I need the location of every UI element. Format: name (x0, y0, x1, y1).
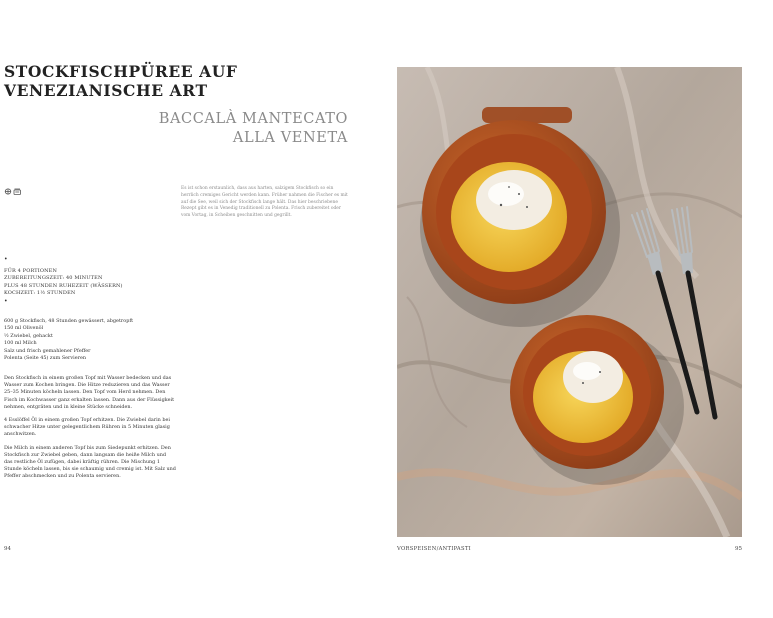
recipe-subtitle-line-1: BACCALÀ MANTECATO (158, 111, 348, 127)
page-number-left: 94 (4, 546, 11, 552)
page-number-right: 95 (735, 546, 742, 552)
recipe-subtitle-italian (88, 110, 348, 148)
method-steps (4, 375, 176, 487)
recipe-meta (4, 256, 184, 298)
ingredient-item: ½ Zwiebel, gehackt (4, 332, 53, 339)
photo-illustration (397, 67, 742, 537)
ingredient-item: Polenta (Seite 45) zum Servieren (4, 355, 87, 362)
ingredient-item: 150 ml Olivenöl (4, 325, 44, 332)
method-step: 4 Esslöffel Öl in einem großen Topf erhitzen. Die Zwiebel darin bei schwacher Hitze unter gelegentlichem Rühren in 5 Minuten glasig anschwitzen. (4, 417, 170, 438)
ingredients-bullet: • (4, 298, 8, 305)
recipe-title-line-2: VENEZIANISCHE ART (4, 81, 208, 100)
cook-time: KOCHZEIT: 1½ STUNDEN (4, 290, 76, 297)
method-step: Den Stockfisch in einem großen Topf mit Wasser bedecken und das Wasser zum Kochen bringen. Die Hitze reduzieren und das Wasser 25–35 Minuten köcheln lassen. Den Topf vom Herd nehmen. Den Fisch im Kochwasser ganz erkalten lassen. Dann aus der Flüssigkeit nehmen, entgräten und in kleine Stücke schneiden. (4, 375, 175, 410)
category-icons (4, 187, 22, 196)
recipe-photo (397, 67, 742, 537)
meta-bullet: • (4, 256, 8, 263)
method-step: Die Milch in einem anderen Topf bis zum Siedepunkt erhitzen. Den Stockfisch zur Zwiebel geben, dann langsam die heiße Milch und das restliche Öl zufügen, dabei kräftig rühren. Die Mischung 1 Stunde köcheln lassen, bis sie schaumig und cremig ist. Mit Salz und Pfeffer abschmecken und zu Polenta servieren. (4, 444, 176, 480)
ingredient-item: Salz und frisch gemahlener Pfeffer (4, 347, 91, 354)
recipe-title (4, 62, 304, 100)
ingredient-list (4, 318, 184, 362)
section-label: VORSPEISEN/ANTIPASTI (397, 546, 471, 552)
portions: FÜR 4 PORTIONEN (4, 268, 58, 274)
recipe-subtitle-line-2: ALLA VENETA (232, 130, 348, 146)
rest-time: PLUS 48 STUNDEN RUHEZEIT (WÄSSERN) (4, 282, 123, 289)
pot-icon (14, 189, 21, 195)
fish-icon (5, 189, 11, 195)
ingredient-item: 100 ml Milch (4, 340, 37, 347)
recipe-title-line-1: STOCKFISCHPÜREE AUF (4, 62, 238, 81)
recipe-icons (4, 187, 22, 198)
prep-time: ZUBEREITUNGSZEIT: 40 MINUTEN (4, 275, 103, 282)
recipe-intro: Es ist schon erstaunlich, dass aus harten, salzigem Stockfisch so ein herrlich cremiges Gericht werden kann. Früher nahmen die Fischer es mit auf die See, weil sich der Stockfisch lange hält. Das hier beschriebene Rezept gibt es in Venedig traditionell zu Polenta. Frisch zubereitet oder vom Vortag, in Scheiben geschnitten und gegrillt. (181, 186, 348, 219)
ingredient-item: 600 g Stockfisch, 48 Stunden gewässert, abgetropft (4, 318, 134, 324)
